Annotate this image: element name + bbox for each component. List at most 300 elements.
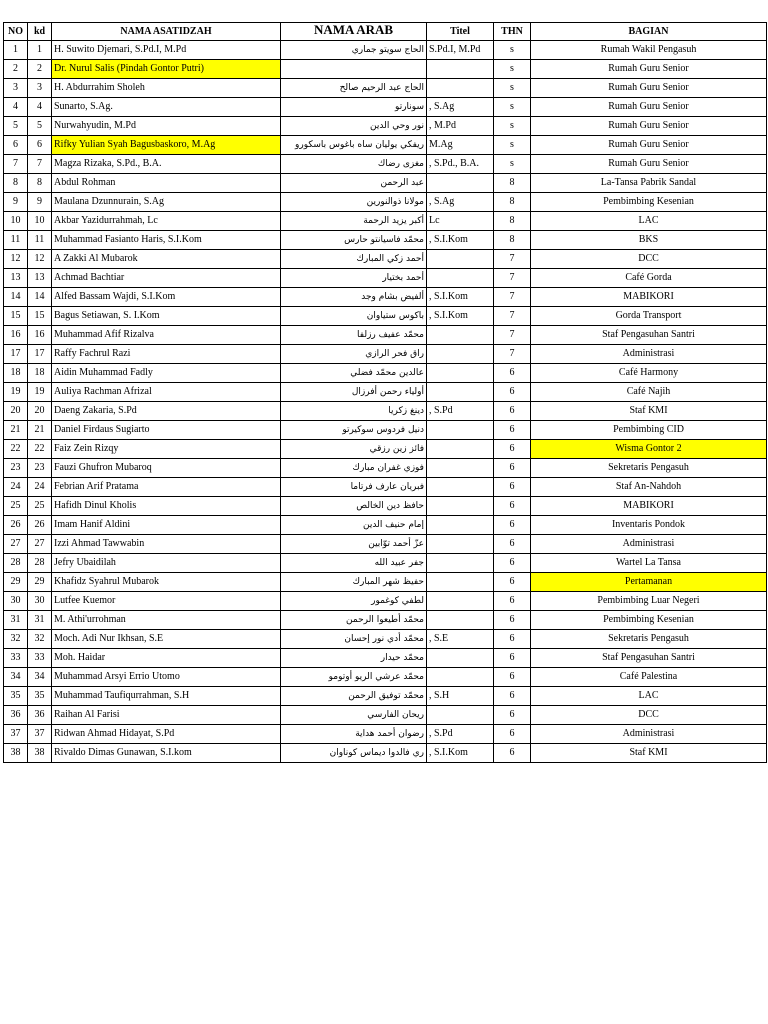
table-row <box>4 630 767 649</box>
cell-nama: Muhammad Fasianto Haris, S.I.Kom <box>52 231 281 250</box>
cell-nama-arab: عالدين محمّد فضلي <box>281 364 427 383</box>
cell-nama-arab: راق فحر الرازي <box>281 345 427 364</box>
cell-thn: 6 <box>494 706 531 725</box>
cell-kd: 14 <box>28 288 52 307</box>
cell-thn: 6 <box>494 744 531 763</box>
cell-kd: 8 <box>28 174 52 193</box>
cell-nama: Muhammad Afif Rizalva <box>52 326 281 345</box>
cell-thn: s <box>494 60 531 79</box>
cell-bagian: Staf Pengasuhan Santri <box>531 649 767 668</box>
cell-thn: s <box>494 41 531 60</box>
cell-nama-arab: ألفيض بشام وجد <box>281 288 427 307</box>
cell-no: 34 <box>4 668 28 687</box>
cell-kd: 13 <box>28 269 52 288</box>
cell-no: 28 <box>4 554 28 573</box>
table-row <box>4 117 767 136</box>
cell-kd: 7 <box>28 155 52 174</box>
cell-bagian: DCC <box>531 250 767 269</box>
cell-nama-arab: عزّ أحمد توّابين <box>281 535 427 554</box>
cell-no: 8 <box>4 174 28 193</box>
table-row <box>4 212 767 231</box>
cell-titel: , S.I.Kom <box>427 288 494 307</box>
cell-bagian: Staf Pengasuhan Santri <box>531 326 767 345</box>
cell-thn: 6 <box>494 364 531 383</box>
table-row <box>4 554 767 573</box>
cell-thn: 6 <box>494 402 531 421</box>
cell-kd: 19 <box>28 383 52 402</box>
cell-kd: 2 <box>28 60 52 79</box>
cell-thn: 6 <box>494 573 531 592</box>
cell-bagian: Café Palestina <box>531 668 767 687</box>
header-row <box>4 23 767 41</box>
cell-bagian: Rumah Guru Senior <box>531 155 767 174</box>
cell-bagian: Café Harmony <box>531 364 767 383</box>
cell-no: 17 <box>4 345 28 364</box>
cell-nama: Jefry Ubaidilah <box>52 554 281 573</box>
cell-titel: , S.Pd., B.A. <box>427 155 494 174</box>
cell-nama-arab: فائز زين رزقي <box>281 440 427 459</box>
cell-titel <box>427 706 494 725</box>
cell-thn: 6 <box>494 630 531 649</box>
cell-titel: S.Pd.I, M.Pd <box>427 41 494 60</box>
cell-kd: 20 <box>28 402 52 421</box>
cell-kd: 6 <box>28 136 52 155</box>
cell-titel <box>427 383 494 402</box>
cell-bagian: Sekretaris Pengasuh <box>531 459 767 478</box>
cell-kd: 29 <box>28 573 52 592</box>
cell-kd: 12 <box>28 250 52 269</box>
cell-bagian: Café Gorda <box>531 269 767 288</box>
cell-no: 26 <box>4 516 28 535</box>
cell-nama: Muhammad Arsyi Errio Utomo <box>52 668 281 687</box>
cell-bagian: Café Najih <box>531 383 767 402</box>
table-row <box>4 402 767 421</box>
cell-bagian: BKS <box>531 231 767 250</box>
cell-nama: Akbar Yazidurrahmah, Lc <box>52 212 281 231</box>
table-row <box>4 155 767 174</box>
cell-bagian: Pembimbing Luar Negeri <box>531 592 767 611</box>
table-row <box>4 307 767 326</box>
table-row <box>4 41 767 60</box>
cell-titel <box>427 497 494 516</box>
cell-nama-arab: محمّد عرشي الريو أوتومو <box>281 668 427 687</box>
cell-nama-arab <box>281 60 427 79</box>
cell-titel: , S.E <box>427 630 494 649</box>
cell-titel: , S.I.Kom <box>427 744 494 763</box>
cell-no: 32 <box>4 630 28 649</box>
cell-kd: 28 <box>28 554 52 573</box>
cell-thn: 7 <box>494 326 531 345</box>
cell-nama: Daniel Firdaus Sugiarto <box>52 421 281 440</box>
cell-bagian: Wartel La Tansa <box>531 554 767 573</box>
cell-titel <box>427 554 494 573</box>
cell-no: 29 <box>4 573 28 592</box>
cell-kd: 16 <box>28 326 52 345</box>
cell-titel <box>427 440 494 459</box>
cell-no: 16 <box>4 326 28 345</box>
cell-thn: 6 <box>494 687 531 706</box>
cell-thn: 6 <box>494 554 531 573</box>
cell-nama: Achmad Bachtiar <box>52 269 281 288</box>
cell-kd: 26 <box>28 516 52 535</box>
table-row <box>4 706 767 725</box>
cell-nama-arab: الحاج عبد الرحيم صالح <box>281 79 427 98</box>
cell-kd: 24 <box>28 478 52 497</box>
cell-bagian: La-Tansa Pabrik Sandal <box>531 174 767 193</box>
cell-titel <box>427 592 494 611</box>
cell-nama-arab: دنيل فردوس سوكيرتو <box>281 421 427 440</box>
cell-nama: Hafidh Dinul Kholis <box>52 497 281 516</box>
cell-bagian: Wisma Gontor 2 <box>531 440 767 459</box>
cell-titel: , S.Pd <box>427 402 494 421</box>
cell-nama: Raffy Fachrul Razi <box>52 345 281 364</box>
cell-kd: 18 <box>28 364 52 383</box>
cell-no: 15 <box>4 307 28 326</box>
cell-thn: 8 <box>494 231 531 250</box>
cell-no: 12 <box>4 250 28 269</box>
cell-kd: 31 <box>28 611 52 630</box>
cell-nama: Fauzi Ghufron Mubaroq <box>52 459 281 478</box>
cell-nama: Khafidz Syahrul Mubarok <box>52 573 281 592</box>
cell-nama-arab: إمام حنيف الدين <box>281 516 427 535</box>
cell-thn: s <box>494 79 531 98</box>
cell-kd: 10 <box>28 212 52 231</box>
cell-no: 7 <box>4 155 28 174</box>
cell-bagian: Rumah Guru Senior <box>531 79 767 98</box>
table-row <box>4 497 767 516</box>
cell-thn: 7 <box>494 307 531 326</box>
cell-bagian: Staf KMI <box>531 744 767 763</box>
cell-no: 24 <box>4 478 28 497</box>
table-row <box>4 744 767 763</box>
cell-thn: s <box>494 117 531 136</box>
cell-no: 27 <box>4 535 28 554</box>
cell-nama: Lutfee Kuemor <box>52 592 281 611</box>
cell-bagian: Staf KMI <box>531 402 767 421</box>
cell-titel <box>427 668 494 687</box>
table-row <box>4 250 767 269</box>
cell-thn: 6 <box>494 592 531 611</box>
cell-nama-arab: محمّد حيدار <box>281 649 427 668</box>
cell-titel <box>427 421 494 440</box>
cell-kd: 27 <box>28 535 52 554</box>
cell-thn: s <box>494 98 531 117</box>
cell-no: 33 <box>4 649 28 668</box>
cell-thn: 6 <box>494 725 531 744</box>
cell-titel: M.Ag <box>427 136 494 155</box>
cell-kd: 35 <box>28 687 52 706</box>
cell-nama: Ridwan Ahmad Hidayat, S.Pd <box>52 725 281 744</box>
table-row <box>4 98 767 117</box>
cell-nama: Aidin Muhammad Fadly <box>52 364 281 383</box>
cell-no: 36 <box>4 706 28 725</box>
cell-kd: 23 <box>28 459 52 478</box>
cell-no: 22 <box>4 440 28 459</box>
cell-nama-arab: محمّد أطيعوا الرحمن <box>281 611 427 630</box>
cell-nama: Febrian Arif Pratama <box>52 478 281 497</box>
cell-nama: Sunarto, S.Ag. <box>52 98 281 117</box>
cell-kd: 4 <box>28 98 52 117</box>
cell-bagian: DCC <box>531 706 767 725</box>
cell-bagian: Inventaris Pondok <box>531 516 767 535</box>
cell-no: 21 <box>4 421 28 440</box>
cell-titel: , S.Ag <box>427 98 494 117</box>
cell-no: 11 <box>4 231 28 250</box>
cell-nama-arab: أولياء رحمن أفرزال <box>281 383 427 402</box>
cell-nama-arab: مولانا ذوالنورين <box>281 193 427 212</box>
cell-no: 25 <box>4 497 28 516</box>
table-row <box>4 687 767 706</box>
table-row <box>4 573 767 592</box>
cell-no: 4 <box>4 98 28 117</box>
cell-bagian: Administrasi <box>531 535 767 554</box>
cell-kd: 15 <box>28 307 52 326</box>
cell-no: 2 <box>4 60 28 79</box>
cell-no: 23 <box>4 459 28 478</box>
table-row <box>4 649 767 668</box>
cell-titel <box>427 250 494 269</box>
cell-thn: 7 <box>494 250 531 269</box>
cell-kd: 36 <box>28 706 52 725</box>
cell-nama-arab: محمّد عفيف رزلفا <box>281 326 427 345</box>
cell-bagian: Rumah Guru Senior <box>531 98 767 117</box>
cell-kd: 30 <box>28 592 52 611</box>
table-row <box>4 440 767 459</box>
cell-nama: Raihan Al Farisi <box>52 706 281 725</box>
cell-no: 38 <box>4 744 28 763</box>
cell-titel: , M.Pd <box>427 117 494 136</box>
cell-nama: Izzi Ahmad Tawwabin <box>52 535 281 554</box>
cell-nama-arab: أحمد بختيار <box>281 269 427 288</box>
cell-thn: 8 <box>494 193 531 212</box>
cell-thn: 6 <box>494 383 531 402</box>
cell-bagian: Pembimbing Kesenian <box>531 611 767 630</box>
cell-nama-arab: الحاج سويتو جماري <box>281 41 427 60</box>
cell-titel <box>427 535 494 554</box>
cell-thn: 6 <box>494 459 531 478</box>
cell-thn: 7 <box>494 288 531 307</box>
cell-thn: 6 <box>494 440 531 459</box>
table-row <box>4 231 767 250</box>
cell-nama-arab: ريفكي يوليان ساه باغوس باسكورو <box>281 136 427 155</box>
cell-bagian: Pembimbing CID <box>531 421 767 440</box>
cell-nama-arab: نور وحي الدين <box>281 117 427 136</box>
cell-nama-arab: لطفي كوغمور <box>281 592 427 611</box>
table-row <box>4 668 767 687</box>
cell-kd: 33 <box>28 649 52 668</box>
cell-no: 5 <box>4 117 28 136</box>
cell-no: 35 <box>4 687 28 706</box>
cell-kd: 22 <box>28 440 52 459</box>
cell-nama-arab: محمّد توفيق الرحمن <box>281 687 427 706</box>
cell-no: 1 <box>4 41 28 60</box>
cell-nama-arab: حافظ دين الخالص <box>281 497 427 516</box>
table-row <box>4 79 767 98</box>
cell-thn: s <box>494 136 531 155</box>
cell-nama-arab: دينغ زكريا <box>281 402 427 421</box>
table-row <box>4 136 767 155</box>
cell-kd: 17 <box>28 345 52 364</box>
table-row <box>4 193 767 212</box>
cell-titel: , S.I.Kom <box>427 307 494 326</box>
cell-kd: 34 <box>28 668 52 687</box>
table-row <box>4 725 767 744</box>
cell-nama: Auliya Rachman Afrizal <box>52 383 281 402</box>
table-row <box>4 459 767 478</box>
cell-bagian: Rumah Guru Senior <box>531 60 767 79</box>
header-thn: THN <box>494 23 531 41</box>
table-row <box>4 288 767 307</box>
cell-bagian: Rumah Wakil Pengasuh <box>531 41 767 60</box>
cell-no: 14 <box>4 288 28 307</box>
cell-kd: 1 <box>28 41 52 60</box>
cell-nama-arab: باكوس ستياوان <box>281 307 427 326</box>
table-row <box>4 383 767 402</box>
cell-nama-arab: فوزي غفران مبارك <box>281 459 427 478</box>
cell-kd: 32 <box>28 630 52 649</box>
cell-bagian: Rumah Guru Senior <box>531 117 767 136</box>
cell-bagian: Staf An-Nahdoh <box>531 478 767 497</box>
table-body <box>4 41 767 763</box>
cell-nama-arab: رضوان أحمد هداية <box>281 725 427 744</box>
cell-titel: , S.Ag <box>427 193 494 212</box>
cell-nama-arab: محمّد أدي نور إحسان <box>281 630 427 649</box>
table-row <box>4 592 767 611</box>
cell-nama: Faiz Zein Rizqy <box>52 440 281 459</box>
cell-no: 31 <box>4 611 28 630</box>
cell-titel <box>427 611 494 630</box>
cell-nama: Bagus Setiawan, S. I.Kom <box>52 307 281 326</box>
cell-no: 37 <box>4 725 28 744</box>
cell-thn: 6 <box>494 611 531 630</box>
cell-no: 3 <box>4 79 28 98</box>
cell-nama: Rifky Yulian Syah Bagusbaskoro, M.Ag <box>52 136 281 155</box>
cell-titel <box>427 478 494 497</box>
cell-nama-arab: عبد الرحمن <box>281 174 427 193</box>
cell-nama-arab: ري فالدوا ديماس كوناوان <box>281 744 427 763</box>
cell-kd: 37 <box>28 725 52 744</box>
table-row <box>4 516 767 535</box>
cell-kd: 9 <box>28 193 52 212</box>
cell-nama: Alfed Bassam Wajdi, S.I.Kom <box>52 288 281 307</box>
cell-thn: 6 <box>494 478 531 497</box>
table-row <box>4 478 767 497</box>
cell-nama: Nurwahyudin, M.Pd <box>52 117 281 136</box>
cell-thn: 6 <box>494 649 531 668</box>
cell-nama-arab: محمّد فاسيانتو حارس <box>281 231 427 250</box>
cell-nama: Maulana Dzunnurain, S.Ag <box>52 193 281 212</box>
table-row <box>4 60 767 79</box>
table-row <box>4 535 767 554</box>
cell-nama: Daeng Zakaria, S.Pd <box>52 402 281 421</box>
cell-bagian: Sekretaris Pengasuh <box>531 630 767 649</box>
cell-nama-arab: جفر عبيد الله <box>281 554 427 573</box>
cell-no: 20 <box>4 402 28 421</box>
cell-titel: , S.I.Kom <box>427 231 494 250</box>
cell-kd: 25 <box>28 497 52 516</box>
cell-titel <box>427 516 494 535</box>
cell-thn: 6 <box>494 497 531 516</box>
cell-nama: M. Athi'urrohman <box>52 611 281 630</box>
cell-kd: 38 <box>28 744 52 763</box>
cell-nama: Moh. Haidar <box>52 649 281 668</box>
cell-bagian: LAC <box>531 687 767 706</box>
cell-kd: 21 <box>28 421 52 440</box>
cell-titel <box>427 345 494 364</box>
cell-nama-arab: حفيظ شهر المبارك <box>281 573 427 592</box>
cell-titel <box>427 364 494 383</box>
cell-titel: , S.Pd <box>427 725 494 744</box>
cell-no: 18 <box>4 364 28 383</box>
cell-thn: 6 <box>494 421 531 440</box>
cell-nama: Abdul Rohman <box>52 174 281 193</box>
cell-nama: Muhammad Taufiqurrahman, S.H <box>52 687 281 706</box>
cell-kd: 5 <box>28 117 52 136</box>
table-row <box>4 421 767 440</box>
cell-nama-arab: فبريان عارف فرتاما <box>281 478 427 497</box>
cell-nama: H. Suwito Djemari, S.Pd.I, M.Pd <box>52 41 281 60</box>
cell-bagian: Pertamanan <box>531 573 767 592</box>
cell-titel <box>427 269 494 288</box>
cell-bagian: Gorda Transport <box>531 307 767 326</box>
cell-nama-arab: أحمد زكي المبارك <box>281 250 427 269</box>
cell-thn: 6 <box>494 668 531 687</box>
cell-thn: 7 <box>494 345 531 364</box>
cell-nama: Imam Hanif Aldini <box>52 516 281 535</box>
cell-nama: Magza Rizaka, S.Pd., B.A. <box>52 155 281 174</box>
cell-titel <box>427 60 494 79</box>
header-kd: kd <box>28 23 52 41</box>
table-row <box>4 345 767 364</box>
cell-kd: 3 <box>28 79 52 98</box>
cell-no: 19 <box>4 383 28 402</box>
table-row <box>4 611 767 630</box>
cell-titel: Lc <box>427 212 494 231</box>
header-nama-arab: NAMA ARAB <box>281 23 427 41</box>
cell-titel <box>427 459 494 478</box>
cell-nama-arab: ريحان الفارسي <box>281 706 427 725</box>
cell-no: 30 <box>4 592 28 611</box>
header-no: NO <box>4 23 28 41</box>
table-row <box>4 364 767 383</box>
cell-thn: 7 <box>494 269 531 288</box>
asatidzah-table <box>3 22 767 763</box>
cell-thn: 6 <box>494 516 531 535</box>
cell-titel <box>427 79 494 98</box>
cell-bagian: Administrasi <box>531 345 767 364</box>
cell-bagian: LAC <box>531 212 767 231</box>
header-nama: NAMA ASATIDZAH <box>52 23 281 41</box>
cell-thn: s <box>494 155 531 174</box>
cell-no: 10 <box>4 212 28 231</box>
cell-bagian: Pembimbing Kesenian <box>531 193 767 212</box>
cell-kd: 11 <box>28 231 52 250</box>
cell-thn: 6 <box>494 535 531 554</box>
cell-bagian: Administrasi <box>531 725 767 744</box>
cell-nama: H. Abdurrahim Sholeh <box>52 79 281 98</box>
cell-thn: 8 <box>494 174 531 193</box>
header-titel: Titel <box>427 23 494 41</box>
cell-bagian: Rumah Guru Senior <box>531 136 767 155</box>
cell-no: 6 <box>4 136 28 155</box>
cell-titel <box>427 326 494 345</box>
cell-titel <box>427 649 494 668</box>
cell-nama-arab: سونارتو <box>281 98 427 117</box>
cell-titel <box>427 174 494 193</box>
cell-thn: 8 <box>494 212 531 231</box>
cell-no: 9 <box>4 193 28 212</box>
cell-titel: , S.H <box>427 687 494 706</box>
